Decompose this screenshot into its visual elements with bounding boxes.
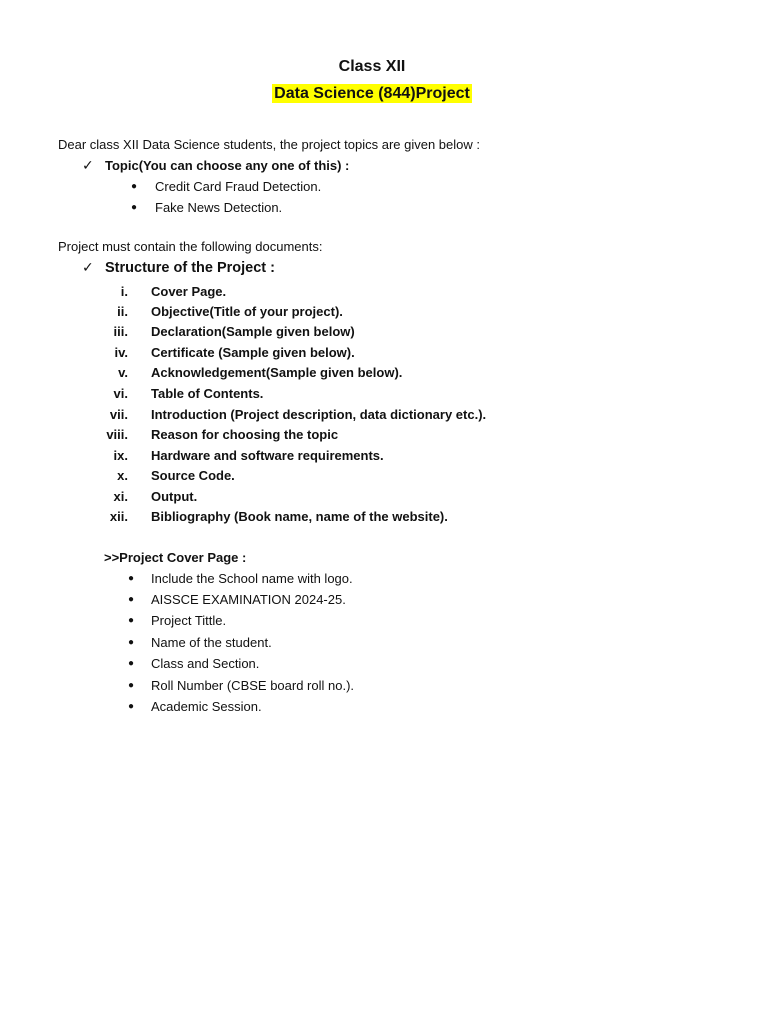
bullet-icon: ● (131, 202, 138, 213)
page-title: Class XII (338, 58, 406, 75)
bullet-icon: ● (128, 594, 135, 605)
cover-item: AISSCE EXAMINATION 2024-25. (151, 592, 346, 607)
structure-item: Hardware and software requirements. (151, 448, 384, 463)
list-number: ii. (117, 304, 128, 319)
structure-item: Declaration(Sample given below) (151, 324, 355, 339)
structure-item: Bibliography (Book name, name of the website). (151, 509, 448, 524)
cover-item: Class and Section. (151, 656, 260, 671)
list-number: viii. (106, 427, 128, 442)
topics-heading: Topic(You can choose any one of this) : (105, 158, 350, 173)
list-number: xi. (113, 489, 128, 504)
cover-item: Name of the student. (151, 635, 272, 650)
page-subtitle (0, 84, 744, 104)
list-number: vii. (109, 407, 128, 422)
structure-item: Acknowledgement(Sample given below). (151, 365, 403, 380)
check-icon: ✓ (82, 259, 94, 275)
cover-item: Roll Number (CBSE board roll no.). (151, 678, 355, 693)
structure-item: Table of Contents. (151, 386, 264, 401)
structure-item: Introduction (Project description, data dictionary etc.). (151, 407, 487, 422)
subtitle-highlight: Data Science (844)Project (274, 85, 470, 102)
cover-item: Academic Session. (151, 699, 262, 714)
cover-item: Project Tittle. (151, 613, 227, 628)
list-number: ix. (113, 448, 128, 463)
bullet-icon: ● (128, 573, 135, 584)
bullet-icon: ● (128, 615, 135, 626)
topic-item: Fake News Detection. (155, 200, 283, 215)
topic-item: Credit Card Fraud Detection. (155, 179, 322, 194)
list-number: v. (118, 365, 128, 380)
structure-item: Objective(Title of your project). (151, 304, 343, 319)
bullet-icon: ● (128, 637, 135, 648)
list-number: x. (117, 468, 128, 483)
check-icon: ✓ (82, 157, 94, 173)
list-number: iv. (114, 345, 128, 360)
structure-heading: Structure of the Project : (105, 260, 275, 276)
list-number: i. (120, 284, 128, 299)
bullet-icon: ● (128, 701, 135, 712)
bullet-icon: ● (128, 658, 135, 669)
cover-item: Include the School name with logo. (151, 571, 353, 586)
structure-item: Source Code. (151, 468, 235, 483)
documents-intro: Project must contain the following documents: (58, 239, 323, 254)
structure-item: Output. (151, 489, 198, 504)
list-number: xii. (109, 509, 128, 524)
cover-page-heading: >>Project Cover Page : (104, 550, 247, 565)
structure-item: Reason for choosing the topic (151, 427, 339, 442)
bullet-icon: ● (128, 680, 135, 691)
bullet-icon: ● (131, 181, 138, 192)
list-number: iii. (113, 324, 128, 339)
intro-text: Dear class XII Data Science students, the project topics are given below : (58, 137, 480, 152)
list-number: vi. (113, 386, 128, 401)
structure-item: Certificate (Sample given below). (151, 345, 355, 360)
structure-item: Cover Page. (151, 284, 227, 299)
